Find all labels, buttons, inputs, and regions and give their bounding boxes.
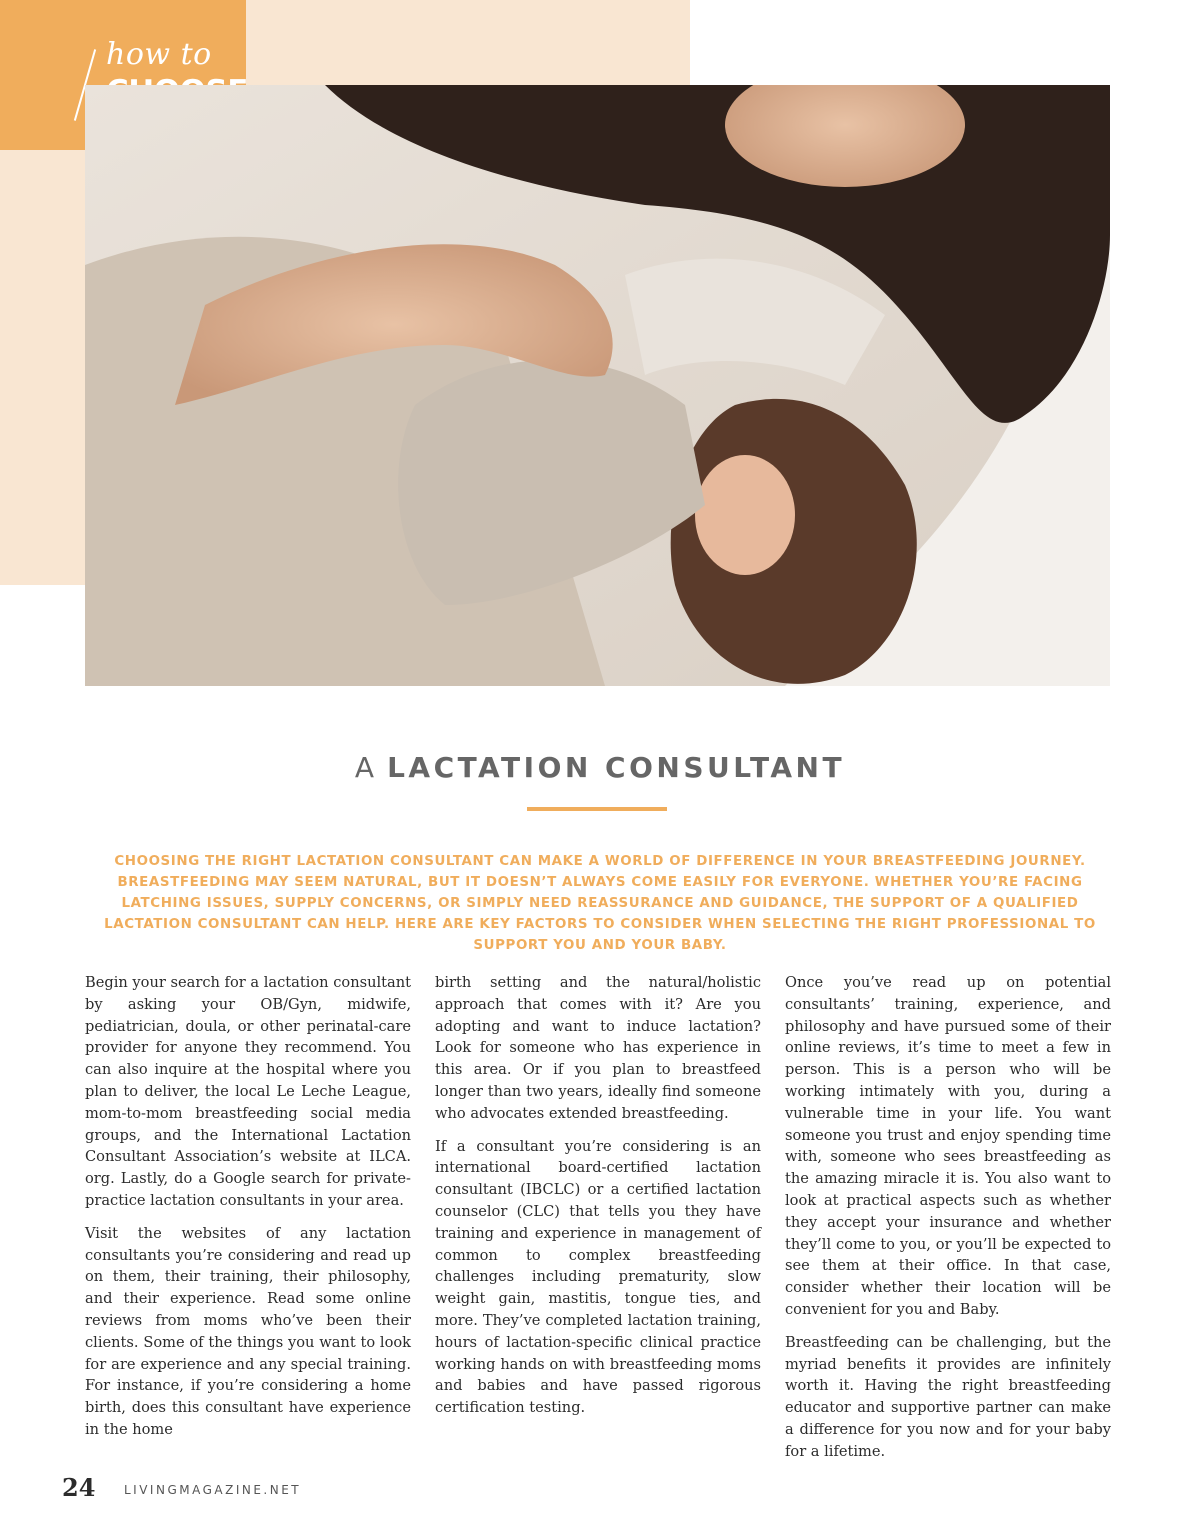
paragraph: birth setting and the natural/holistic approach that comes with it? Are you adopting and want to induce lactation? Look for someone who has experience in this area. Or if you plan to breastfeed longer than two years, ideally find someone who advocates extended breastfeeding.: [435, 974, 761, 1122]
paragraph: Begin your search for a lactation consultant by asking your OB/Gyn, midwife, pediatrician, doula, or other perinatal-care provider for anyone they recommend. You can also inquire at the hospital where you plan to deliver, the local Le Leche League, mom-to-mom breastfeeding social media groups, and the International Lactation Consultant Association’s website at ILCA. org. Lastly, do a Google search for private-practice lactation consultants in your area.: [85, 974, 411, 1209]
paragraph: Once you’ve read up on potential consultants’ training, experience, and philosophy and have pursued some of their online reviews, it’s time to meet a few in person. This is a person who will be working intimately with you, during a vulnerable time in your life. You want someone you trust and enjoy spending time with, someone who sees breastfeeding as the amazing miracle it is. You also want to look at practical aspects such as whether they accept your insurance and whether they’ll come to you, or you’ll be expected to see them at their office. In that case, consider whether their location will be convenient for you and Baby.: [785, 974, 1111, 1318]
title-main: LACTATION CONSULTANT: [387, 751, 846, 784]
title-prefix: A: [354, 751, 378, 784]
section-kicker: how to: [106, 37, 212, 72]
body-column-3: [785, 972, 1111, 1474]
body-column-1: [85, 972, 411, 1452]
body-column-2: [435, 972, 761, 1430]
paragraph: Breastfeeding can be challenging, but the myriad benefits it provides are infinitely worth it. Having the right breastfeeding educator and supportive partner can make a difference for you now and for your baby for a lifetime.: [785, 1333, 1111, 1460]
page-number: 24: [62, 1473, 96, 1502]
site-url: LIVINGMAGAZINE.NET: [124, 1483, 302, 1497]
title-underline-rule: [527, 807, 667, 811]
article-title: [0, 751, 1200, 784]
hero-photo: [85, 85, 1110, 686]
paragraph: If a consultant you’re considering is an international board-certified lactation consultant (IBCLC) or a certified lactation counselor (CLC) that tells you they have training and experience in management of common to complex breastfeeding challenges including prematurity, slow weight gain, mastitis, tongue ties, and more. They’ve completed lactation training, hours of lactation-specific clinical practice working hands on with breastfeeding moms and babies and have passed rigorous certification testing.: [435, 1137, 761, 1417]
intro-deck: CHOOSING THE RIGHT LACTATION CONSULTANT CAN MAKE A WORLD OF DIFFERENCE IN YOUR BREASTFEEDING JOURNEY. BREASTFEEDING MAY SEEM NATURAL, BUT IT DOESN’T ALWAYS COME EASILY FOR EVERYONE. WHETHER YOU’RE FACING LATCHING ISSUES, SUPPLY CONCERNS, OR SIMPLY NEED REASSURANCE AND GUIDANCE, THE SUPPORT OF A QUALIFIED LACTATION CONSULTANT CAN HELP. HERE ARE KEY FACTORS TO CONSIDER WHEN SELECTING THE RIGHT PROFESSIONAL TO SUPPORT YOU AND YOUR BABY.: [104, 854, 1096, 953]
paragraph: Visit the websites of any lactation consultants you’re considering and read up on them, their training, their philosophy, and their experience. Read some online reviews from moms who’ve been their clients. Some of the things you want to look for are experience and any special training. For instance, if you’re considering a home birth, does this consultant have experience in the home: [85, 1224, 411, 1438]
